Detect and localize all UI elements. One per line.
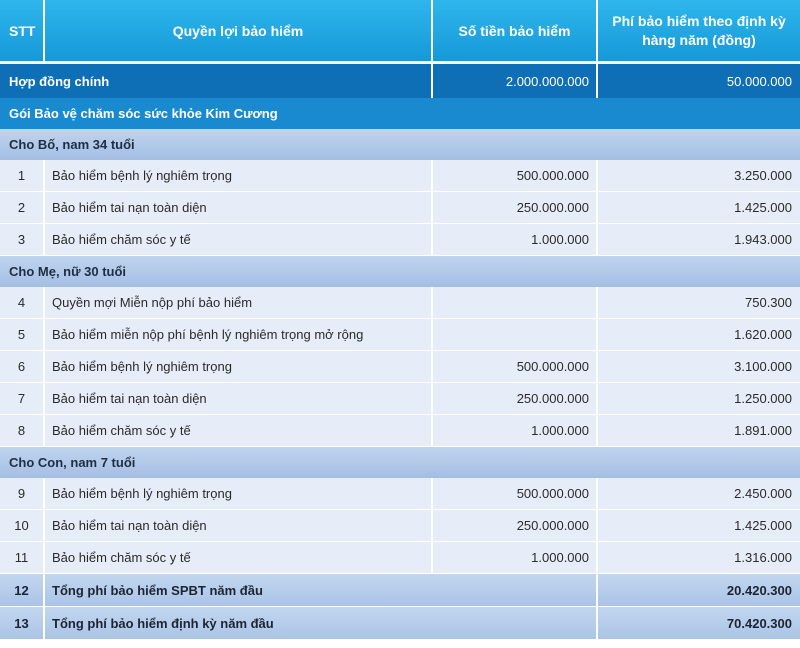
table-header-row xyxy=(0,0,800,61)
row-stt: 3 xyxy=(0,224,45,255)
row-stt: 6 xyxy=(0,351,45,382)
row-premium: 2.450.000 xyxy=(734,486,792,501)
row-benefit-name: Bảo hiểm bệnh lý nghiêm trọng xyxy=(45,160,433,191)
main-contract-premium: 50.000.000 xyxy=(726,73,792,89)
row-sum-insured: 250.000.000 xyxy=(433,510,598,541)
group-header-row xyxy=(0,129,800,160)
row-premium: 750.300 xyxy=(745,295,792,310)
row-premium: 1.891.000 xyxy=(734,423,792,438)
row-benefit-name: Bảo hiểm tai nạn toàn diện xyxy=(45,383,433,414)
row-stt: 8 xyxy=(0,415,45,446)
table-row xyxy=(0,319,800,351)
group-title: Cho Con, nam 7 tuổi xyxy=(9,455,136,470)
row-premium: 1.250.000 xyxy=(734,391,792,406)
row-stt: 7 xyxy=(0,383,45,414)
main-contract-row xyxy=(0,64,800,98)
row-sum-insured: 1.000.000 xyxy=(433,415,598,446)
row-stt: 10 xyxy=(0,510,45,541)
row-sum-insured: 1.000.000 xyxy=(433,542,598,573)
group-header-row xyxy=(0,256,800,287)
total-label: Tổng phí bảo hiểm SPBT năm đầu xyxy=(45,574,598,606)
row-premium: 1.943.000 xyxy=(734,232,792,247)
row-stt: 4 xyxy=(0,287,45,318)
row-stt: 9 xyxy=(0,478,45,509)
package-title-row xyxy=(0,98,800,129)
row-premium: 1.425.000 xyxy=(734,518,792,533)
group-title: Cho Bố, nam 34 tuổi xyxy=(9,137,135,152)
table-row xyxy=(0,383,800,415)
total-row xyxy=(0,607,800,640)
group-title: Cho Mẹ, nữ 30 tuổi xyxy=(9,264,127,279)
row-sum-insured xyxy=(433,319,598,350)
total-label: Tổng phí bảo hiểm định kỳ năm đầu xyxy=(45,607,598,639)
row-stt: 1 xyxy=(0,160,45,191)
table-row xyxy=(0,542,800,574)
table-row xyxy=(0,224,800,256)
total-value: 20.420.300 xyxy=(726,582,792,598)
package-title: Gói Bảo vệ chăm sóc sức khỏe Kim Cương xyxy=(9,106,278,121)
row-benefit-name: Bảo hiểm bệnh lý nghiêm trọng xyxy=(45,478,433,509)
row-stt: 11 xyxy=(0,542,45,573)
row-benefit-name: Bảo hiểm tai nạn toàn diện xyxy=(45,192,433,223)
row-premium: 1.620.000 xyxy=(734,327,792,342)
row-premium: 1.425.000 xyxy=(734,200,792,215)
total-value: 70.420.300 xyxy=(726,615,792,631)
row-benefit-name: Bảo hiểm chăm sóc y tế xyxy=(45,224,433,255)
group-header-row xyxy=(0,447,800,478)
totals-section xyxy=(0,574,800,640)
table-row xyxy=(0,160,800,192)
row-benefit-name: Bảo hiểm miễn nộp phí bệnh lý nghiêm trọng mở rộng xyxy=(45,319,433,350)
header-benefit: Quyền lợi bảo hiểm xyxy=(45,0,433,61)
row-premium: 3.100.000 xyxy=(734,359,792,374)
header-annual-premium: Phí bảo hiểm theo định kỳ hàng năm (đồng) xyxy=(612,12,786,48)
total-row xyxy=(0,574,800,607)
main-contract-sum: 2.000.000.000 xyxy=(433,64,598,98)
total-stt: 12 xyxy=(0,574,45,606)
row-benefit-name: Bảo hiểm tai nạn toàn diện xyxy=(45,510,433,541)
header-sum-insured: Số tiền bảo hiểm xyxy=(433,0,598,61)
table-row xyxy=(0,415,800,447)
header-stt: STT xyxy=(0,0,45,61)
row-sum-insured: 250.000.000 xyxy=(433,192,598,223)
row-benefit-name: Bảo hiểm chăm sóc y tế xyxy=(45,415,433,446)
table-row xyxy=(0,287,800,319)
row-sum-insured: 500.000.000 xyxy=(433,351,598,382)
row-sum-insured: 1.000.000 xyxy=(433,224,598,255)
total-stt: 13 xyxy=(0,607,45,639)
benefit-groups xyxy=(0,129,800,574)
table-row xyxy=(0,351,800,383)
main-contract-label: Hợp đồng chính xyxy=(0,64,433,98)
row-benefit-name: Bảo hiểm chăm sóc y tế xyxy=(45,542,433,573)
row-stt: 2 xyxy=(0,192,45,223)
row-sum-insured: 500.000.000 xyxy=(433,478,598,509)
table-row xyxy=(0,510,800,542)
table-row xyxy=(0,478,800,510)
row-sum-insured: 500.000.000 xyxy=(433,160,598,191)
row-stt: 5 xyxy=(0,319,45,350)
row-premium: 1.316.000 xyxy=(734,550,792,565)
row-benefit-name: Bảo hiểm bệnh lý nghiêm trọng xyxy=(45,351,433,382)
row-sum-insured xyxy=(433,287,598,318)
table-row xyxy=(0,192,800,224)
row-benefit-name: Quyền mợi Miễn nộp phí bảo hiểm xyxy=(45,287,433,318)
row-sum-insured: 250.000.000 xyxy=(433,383,598,414)
row-premium: 3.250.000 xyxy=(734,168,792,183)
